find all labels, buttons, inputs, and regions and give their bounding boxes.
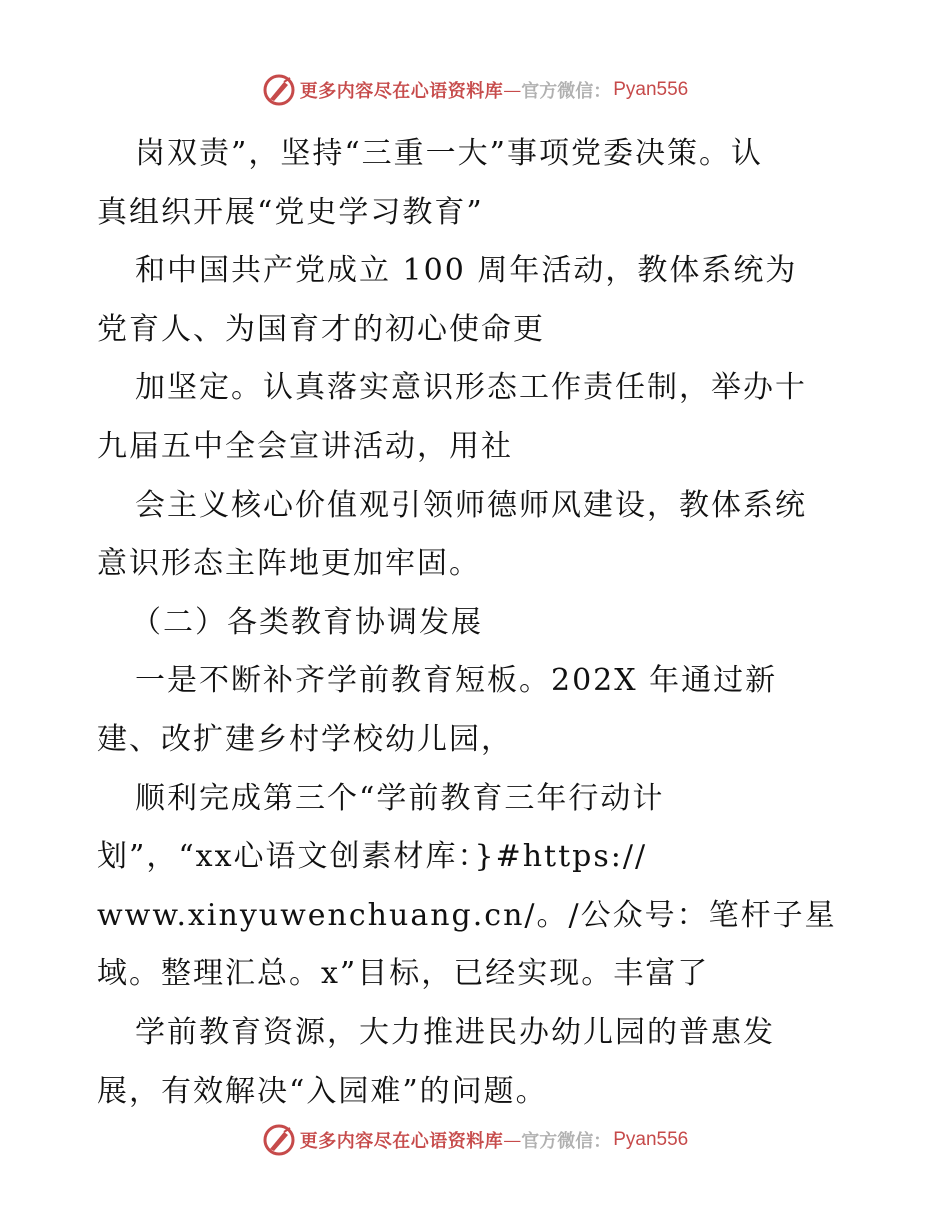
text-line: 一是不断补齐学前教育短板。202X 年通过新: [135, 663, 778, 699]
text-line: www.xinyuwenchuang.cn/。/公众号：笔杆子星: [97, 897, 837, 933]
text-line: 和中国共产党成立 100 周年活动，教体系统为: [135, 253, 798, 289]
document-body: [97, 125, 857, 1121]
quill-logo-icon: [262, 1123, 296, 1157]
text-line: 顺利完成第三个“学前教育三年行动计: [135, 780, 665, 816]
quill-logo-icon: [262, 73, 296, 107]
header-watermark-banner: [0, 70, 950, 110]
text-line: 学前教育资源，大力推进民办幼儿园的普惠发: [135, 1014, 775, 1050]
text-line: 九届五中全会宣讲活动，用社: [97, 428, 513, 464]
text-line: 建、改扩建乡村学校幼儿园，: [97, 721, 513, 757]
banner-label: 官方微信：: [521, 81, 612, 102]
text-line: 会主义核心价值观引领师德师风建设，教体系统: [135, 487, 807, 523]
text-line: 加坚定。认真落实意识形态工作责任制，举办十: [135, 370, 807, 406]
banner-dash: —: [503, 1129, 522, 1151]
footer-watermark-banner: [0, 1120, 950, 1160]
banner-label: 官方微信：: [521, 1131, 612, 1152]
text-line: 域。整理汇总。x”目标，已经实现。丰富了: [97, 956, 710, 992]
banner-dash: —: [503, 79, 522, 101]
text-line: 党育人、为国育才的初心使命更: [97, 311, 545, 347]
text-line: 真组织开展“党史学习教育”: [97, 194, 484, 230]
banner-text: 更多内容尽在心语资料库: [299, 81, 504, 102]
banner-text: 更多内容尽在心语资料库: [299, 1131, 504, 1152]
text-line: 岗双责”，坚持“三重一大”事项党委决策。认: [135, 136, 764, 171]
text-line: 意识形态主阵地更加牢固。: [97, 546, 481, 582]
section-heading: （二）各类教育协调发展: [131, 604, 483, 640]
text-line: 划”，“xx心语文创素材库：}#https://: [97, 839, 648, 875]
text-line: 展，有效解决“入园难”的问题。: [97, 1073, 548, 1109]
banner-wechat-id: Pyan556: [613, 1129, 689, 1150]
banner-wechat-id: Pyan556: [613, 79, 689, 100]
